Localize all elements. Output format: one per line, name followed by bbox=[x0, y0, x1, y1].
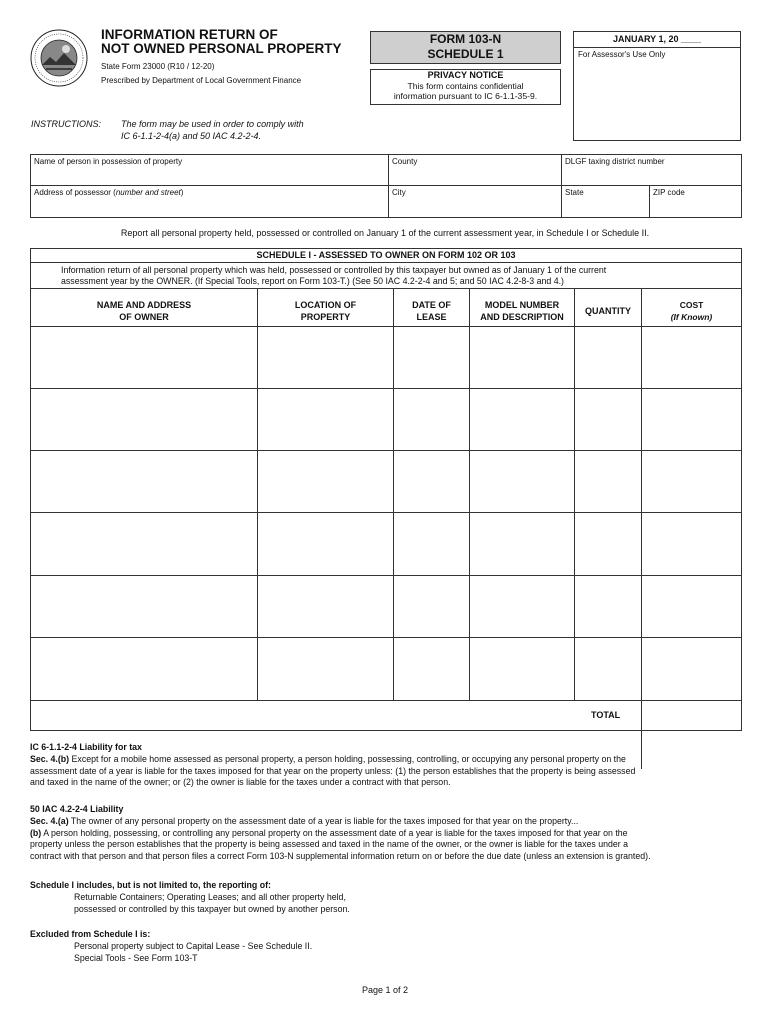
total-label: TOTAL bbox=[591, 710, 621, 720]
prescribed-by: Prescribed by Department of Local Government Finance bbox=[101, 76, 302, 85]
dlgf-district-field[interactable]: DLGF taxing district number bbox=[565, 157, 665, 166]
schedule-i-table bbox=[30, 248, 742, 731]
state-seal-icon bbox=[30, 29, 88, 87]
zip-field[interactable]: ZIP code bbox=[653, 188, 685, 197]
total-field[interactable] bbox=[642, 701, 741, 730]
ic-liability-section: IC 6-1.1-2-4 Liability for tax Sec. 4.(b) Except for a mobile home assessed as personal property, a person holding, possessing, controlling, or occupying any personal property on the assessment date of a year is liable for the taxes imposed for that year on the property unless: (1) the person establishes that the property is being assessed and taxed in the name of the owner; or (2) the owner is liable for the taxes under a contract with that person. bbox=[30, 742, 636, 788]
assessor-use-label: For Assessor's Use Only bbox=[578, 50, 666, 59]
county-field[interactable]: County bbox=[392, 157, 418, 166]
possessor-name-field[interactable]: Name of person in possession of property bbox=[34, 157, 183, 166]
col-model: MODEL NUMBER AND DESCRIPTION bbox=[480, 300, 564, 322]
form-title: INFORMATION RETURN OF NOT OWNED PERSONAL PROPERTY bbox=[101, 27, 342, 56]
state-field[interactable]: State bbox=[565, 188, 584, 197]
schedule-info: Information return of all personal property which was held, possessed or controlled by this taxpayer but owned as of January 1 of the current assessment year by the OWNER. (If Special Tools, report on Form 103-T.) (See 50 IAC 4.2-2-4 and 5; and 50 IAC 4.2-8-3 and 4.) bbox=[31, 263, 741, 289]
form-number-box: FORM 103-N SCHEDULE 1 bbox=[370, 31, 561, 64]
state-form-number: State Form 23000 (R10 / 12-20) bbox=[101, 62, 215, 71]
page-number: Page 1 of 2 bbox=[361, 985, 409, 995]
possessor-info-table bbox=[30, 154, 742, 218]
assessor-use-box bbox=[573, 31, 741, 141]
privacy-notice: PRIVACY NOTICE This form contains confidential information pursuant to IC 6-1.1-35-9. bbox=[370, 69, 561, 105]
excluded-section: Excluded from Schedule I is: Personal property subject to Capital Lease - See Schedule II. Special Tools - See Form 103-T bbox=[30, 929, 313, 963]
assessment-date-field[interactable]: JANUARY 1, 20 ____ bbox=[574, 32, 740, 48]
col-owner: NAME AND ADDRESS OF OWNER bbox=[96, 300, 192, 322]
city-field[interactable]: City bbox=[392, 188, 406, 197]
schedule-title: SCHEDULE I - ASSESSED TO OWNER ON FORM 102 OR 103 bbox=[31, 249, 741, 263]
col-location: LOCATION OF PROPERTY bbox=[294, 300, 357, 322]
iac-liability-section: 50 IAC 4.2-2-4 Liability Sec. 4.(a) The owner of any personal property on the assessment date of a year is liable for the taxes imposed for that year on the property... (b) A person holding, possessing, or controlling any personal property on the assessment date of a year is liable for the taxes imposed for that year on the property unless the person establishes that the property is being assessed and taxed in the name of the owner, or the owner is liable for the taxes under a contract with that person and that person files a correct Form 103-N supplemental information return on or before the due date (unless an extension is granted). bbox=[30, 804, 651, 862]
includes-section: Schedule I includes, but is not limited to, the reporting of: Returnable Containers; Operating Leases; and all other property held, possessed or controlled by this taxpayer but owned by another person. bbox=[30, 880, 350, 914]
report-instruction: Report all personal property held, possessed or controlled on January 1 of the current assessment year, in Schedule I or Schedule II. bbox=[120, 228, 650, 238]
possessor-address-field[interactable]: Address of possessor (number and street) bbox=[34, 188, 184, 197]
instructions: INSTRUCTIONS: The form may be used in order to comply with IC 6-1.1-2-4(a) and 50 IAC 4.2-2-4. bbox=[31, 119, 304, 141]
col-date-of-lease: DATE OF LEASE bbox=[412, 300, 451, 322]
col-quantity: QUANTITY bbox=[585, 306, 631, 316]
col-cost: COST (If Known) bbox=[670, 300, 713, 322]
